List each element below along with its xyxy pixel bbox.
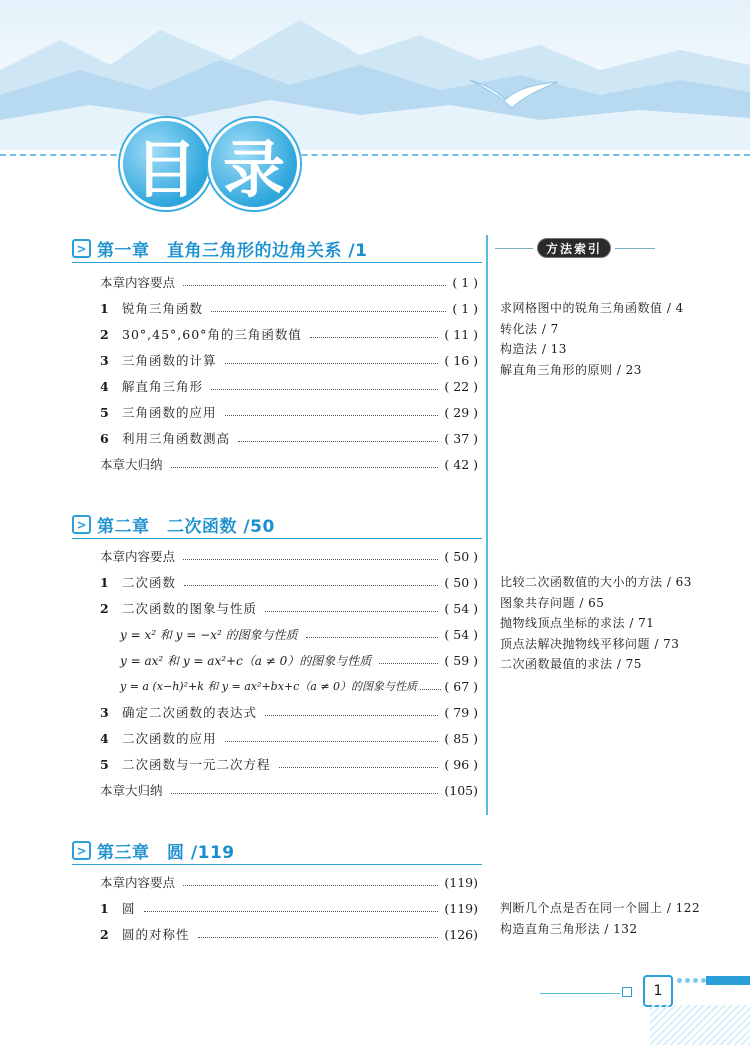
leader-dots xyxy=(238,440,438,442)
toc-text: 确定二次函数的表达式 xyxy=(122,705,258,720)
toc-num: 3 xyxy=(100,352,109,368)
method-item[interactable]: 求网格图中的锐角三角函数值 / 4 xyxy=(500,301,684,315)
method-item[interactable]: 抛物线顶点坐标的求法 / 71 xyxy=(500,616,655,630)
toc-text: 锐角三角函数 xyxy=(122,301,204,316)
leader-dots xyxy=(184,584,438,586)
title-char-2: 录 xyxy=(208,118,300,210)
method-item[interactable]: 二次函数最值的求法 / 75 xyxy=(500,657,642,671)
method-list-2 xyxy=(500,572,692,675)
chapter-heading-1 xyxy=(72,236,367,261)
toc-num: 1 xyxy=(100,300,109,316)
chapter-title: 第二章 二次函数 /50 xyxy=(97,517,275,537)
toc-page: ( 37 ) xyxy=(444,430,478,446)
footer-bar xyxy=(706,976,750,985)
toc-text: 本章大归纳 xyxy=(100,457,163,472)
method-item[interactable]: 比较二次函数值的大小的方法 / 63 xyxy=(500,575,692,589)
toc-text: 圆 xyxy=(122,901,136,916)
leader-dots xyxy=(198,936,439,938)
leader-dots xyxy=(306,636,439,638)
toc-page: ( 1 ) xyxy=(452,274,478,290)
header-divider xyxy=(0,154,750,156)
toc-text: 30°,45°,60°角的三角函数值 xyxy=(122,327,302,342)
toc-text: 本章内容要点 xyxy=(100,875,176,890)
leader-dots xyxy=(144,910,439,912)
toc-page: ( 85 ) xyxy=(444,730,478,746)
toc-text: 圆的对称性 xyxy=(122,927,190,942)
chevron-right-icon: > xyxy=(72,239,91,258)
page-title xyxy=(120,118,296,208)
footer-rule xyxy=(540,993,620,994)
toc-text: 二次函数的应用 xyxy=(122,731,217,746)
toc-row[interactable] xyxy=(100,754,478,774)
toc-num: 2 xyxy=(100,926,109,942)
toc-row[interactable] xyxy=(100,598,478,618)
toc-page: ( 79 ) xyxy=(444,704,478,720)
chapter-title: 第三章 圆 /119 xyxy=(97,843,235,863)
leader-dots xyxy=(420,688,441,690)
chapter-title: 第一章 直角三角形的边角关系 /1 xyxy=(97,241,368,261)
leader-dots xyxy=(225,414,439,416)
header-rule xyxy=(495,248,533,249)
method-item[interactable]: 构造直角三角形法 / 132 xyxy=(500,921,638,936)
page-number: 1 xyxy=(643,975,673,1007)
leader-dots xyxy=(171,466,439,468)
chevron-right-icon: > xyxy=(72,515,91,534)
method-item[interactable]: 转化法 / 7 xyxy=(500,321,559,336)
toc-num: 6 xyxy=(100,430,109,446)
toc-num: 3 xyxy=(100,704,109,720)
toc-row[interactable] xyxy=(100,872,478,892)
toc-row[interactable] xyxy=(100,780,478,800)
leader-dots xyxy=(265,714,438,716)
toc-page: ( 50 ) xyxy=(444,548,478,564)
toc-text: 本章内容要点 xyxy=(100,549,176,564)
toc-text: 二次函数 xyxy=(122,575,177,590)
chapter-heading-2 xyxy=(72,512,275,537)
leader-dots xyxy=(183,884,438,886)
toc-row[interactable] xyxy=(100,898,478,918)
chapter-underline xyxy=(72,262,482,263)
method-item[interactable]: 构造法 / 13 xyxy=(500,342,567,356)
toc-page: ( 59 ) xyxy=(444,652,478,668)
toc-text: y = ax² 和 y = ax²+c（a ≠ 0）的图象与性质 xyxy=(120,653,372,668)
toc-page: ( 22 ) xyxy=(444,378,478,394)
toc-page: ( 50 ) xyxy=(444,574,478,590)
toc-row[interactable] xyxy=(100,428,478,448)
toc-row[interactable] xyxy=(100,546,478,566)
toc-text: y = x² 和 y = −x² 的图象与性质 xyxy=(120,627,298,642)
toc-text: 三角函数的应用 xyxy=(122,405,217,420)
toc-row[interactable] xyxy=(100,272,478,292)
toc-row[interactable] xyxy=(100,572,478,592)
leader-dots xyxy=(183,284,446,286)
footer-square-icon xyxy=(622,987,632,997)
toc-page: (126) xyxy=(444,926,478,942)
header-banner xyxy=(0,0,750,150)
toc-text: 本章大归纳 xyxy=(100,783,163,798)
toc-num: 5 xyxy=(100,756,109,772)
column-divider xyxy=(486,235,488,815)
toc-subrow[interactable] xyxy=(120,650,478,670)
toc-row[interactable] xyxy=(100,376,478,396)
method-list-1 xyxy=(500,298,684,380)
toc-subrow[interactable] xyxy=(120,624,478,644)
method-list-3 xyxy=(500,898,700,939)
toc-num: 5 xyxy=(100,404,109,420)
leader-dots xyxy=(379,662,438,664)
toc-page: ( 54 ) xyxy=(444,626,478,642)
toc-page: ( 42 ) xyxy=(444,456,478,472)
toc-num: 4 xyxy=(100,730,109,746)
toc-num: 2 xyxy=(100,326,109,342)
method-index-header xyxy=(495,238,655,258)
toc-page: (119) xyxy=(444,900,478,916)
leader-dots xyxy=(225,740,439,742)
toc-text: 利用三角函数测高 xyxy=(122,431,231,446)
toc-num: 1 xyxy=(100,574,109,590)
toc-text: y = a (x−h)²+k 和 y = ax²+bx+c（a ≠ 0）的图象与性质 xyxy=(120,680,418,693)
toc-text: 解直角三角形 xyxy=(122,379,204,394)
toc-page: ( 11 ) xyxy=(444,326,478,342)
toc-row[interactable] xyxy=(100,728,478,748)
toc-num: 1 xyxy=(100,900,109,916)
mountain-landscape xyxy=(0,0,750,150)
toc-page: ( 16 ) xyxy=(444,352,478,368)
toc-page: ( 96 ) xyxy=(444,756,478,772)
chapter-underline xyxy=(72,538,482,539)
toc-page: ( 67 ) xyxy=(444,678,478,694)
toc-row[interactable] xyxy=(100,298,478,318)
toc-row[interactable] xyxy=(100,350,478,370)
toc-num: 2 xyxy=(100,600,109,616)
toc-page: (105) xyxy=(444,782,478,798)
footer-dots xyxy=(677,978,706,983)
toc-page: ( 1 ) xyxy=(452,300,478,316)
toc-page: ( 54 ) xyxy=(444,600,478,616)
header-rule xyxy=(615,248,655,249)
leader-dots xyxy=(183,558,438,560)
leader-dots xyxy=(265,610,438,612)
method-item[interactable]: 判断几个点是否在同一个圆上 / 122 xyxy=(500,901,701,915)
leader-dots xyxy=(225,362,439,364)
toc-text: 三角函数的计算 xyxy=(122,353,217,368)
title-char-1: 目 xyxy=(120,118,212,210)
method-item[interactable]: 图象共存问题 / 65 xyxy=(500,595,605,610)
method-item[interactable]: 顶点法解决抛物线平移问题 / 73 xyxy=(500,636,680,651)
leader-dots xyxy=(310,336,438,338)
toc-text: 二次函数的图象与性质 xyxy=(122,601,258,616)
chevron-right-icon: > xyxy=(72,841,91,860)
footer-hatch xyxy=(650,1005,750,1045)
toc-row[interactable] xyxy=(100,402,478,422)
toc-text: 二次函数与一元二次方程 xyxy=(122,757,271,772)
toc-page: ( 29 ) xyxy=(444,404,478,420)
leader-dots xyxy=(279,766,439,768)
toc-row[interactable] xyxy=(100,702,478,722)
toc-text: 本章内容要点 xyxy=(100,275,176,290)
toc-row[interactable] xyxy=(100,924,478,944)
method-item[interactable]: 解直角三角形的原则 / 23 xyxy=(500,362,642,377)
leader-dots xyxy=(171,792,439,794)
method-index-title: 方法索引 xyxy=(537,238,611,258)
toc-num: 4 xyxy=(100,378,109,394)
toc-row[interactable] xyxy=(100,324,478,344)
leader-dots xyxy=(211,310,446,312)
chapter-underline xyxy=(72,864,482,865)
leader-dots xyxy=(211,388,438,390)
toc-row[interactable] xyxy=(100,454,478,474)
toc-page: (119) xyxy=(444,874,478,890)
toc-subrow[interactable] xyxy=(120,676,478,696)
chapter-heading-3 xyxy=(72,838,235,863)
